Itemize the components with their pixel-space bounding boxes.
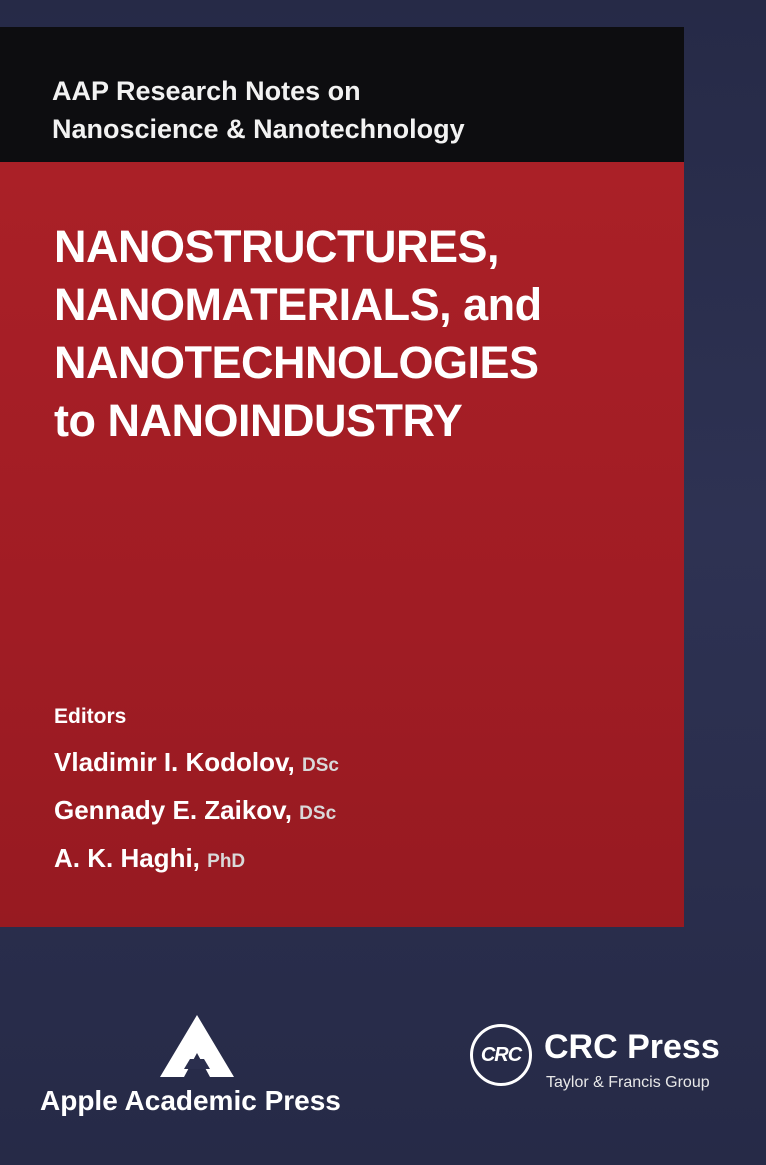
apple-academic-press-name: Apple Academic Press [40, 1085, 341, 1116]
editors-label: Editors [54, 705, 127, 728]
editor-item [54, 740, 654, 788]
editor-degree: DSc [299, 803, 337, 824]
editor-name: A. K. Haghi, [54, 843, 200, 873]
editor-name: Vladimir I. Kodolov, [54, 747, 295, 777]
title-line-2: NANOMATERIALS, and [54, 279, 542, 330]
title-line-1: NANOSTRUCTURES, [54, 221, 500, 272]
series-title-line-2: Nanoscience & Nanotechnology [52, 114, 465, 144]
editor-degree: DSc [302, 755, 339, 776]
crc-mark-icon: CRC [470, 1024, 532, 1086]
crc-press-subtitle: Taylor & Francis Group [546, 1074, 710, 1091]
series-title-line-1: AAP Research Notes on [52, 76, 361, 106]
editor-list [54, 740, 654, 884]
editor-degree: PhD [207, 851, 246, 872]
crc-press-name: CRC Press [544, 1028, 720, 1066]
editor-item [54, 788, 654, 836]
editor-name: Gennady E. Zaikov, [54, 795, 292, 825]
page-title [54, 218, 674, 450]
series-band [0, 27, 684, 162]
apple-academic-press-logo [40, 1015, 340, 1130]
series-title [52, 72, 652, 148]
crc-press-logo [470, 1022, 720, 1122]
title-line-4: to NANOINDUSTRY [54, 395, 463, 446]
apple-academic-press-a-icon [160, 1015, 234, 1077]
editor-item [54, 836, 654, 884]
title-line-3: NANOTECHNOLOGIES [54, 337, 539, 388]
